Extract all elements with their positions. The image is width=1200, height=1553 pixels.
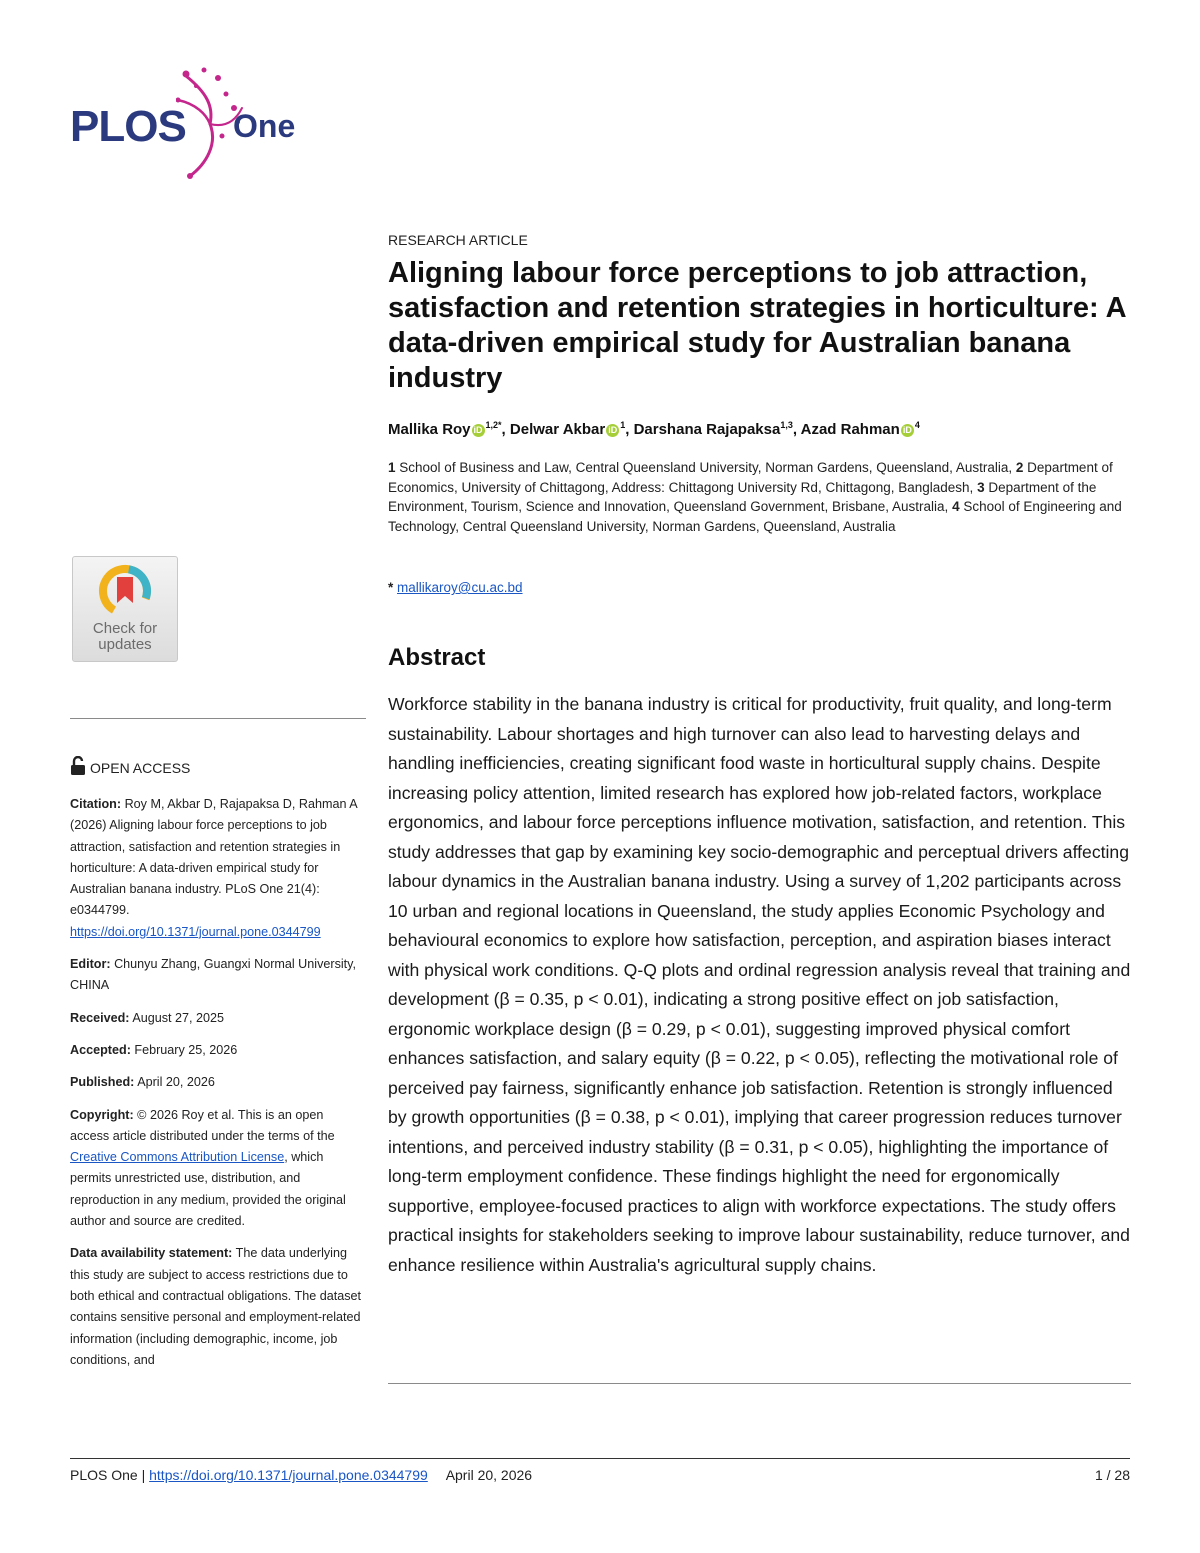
check-for-updates-button[interactable]: [72, 556, 178, 662]
copyright-text: © 2026 Roy et al. This is an open access article distributed under the terms of the: [70, 1107, 335, 1143]
article-type: RESEARCH ARTICLE: [388, 232, 528, 248]
sidebar-divider: [70, 718, 366, 719]
footer-date: April 20, 2026: [445, 1467, 533, 1483]
accepted-block: [70, 1040, 362, 1061]
affiliations: [388, 458, 1133, 536]
published-block: [70, 1072, 362, 1093]
author-name[interactable]: Delwar Akbar: [509, 421, 606, 438]
accepted-date: February 25, 2026: [134, 1042, 238, 1057]
abstract-divider: [388, 1383, 1131, 1384]
accepted-label: Accepted:: [70, 1042, 131, 1057]
email-link[interactable]: mallikaroy@cu.ac.bd: [397, 580, 523, 595]
check-updates-line2: updates: [98, 636, 152, 653]
logo-one-text: One: [233, 108, 296, 144]
email-asterisk: *: [388, 580, 394, 595]
author-affil-sup: 1,2*: [485, 420, 502, 430]
affil-text: Department of the Environment, Tourism, Science and Innovation, Queensland Government, Brisbane, Australia,: [388, 479, 1097, 514]
published-label: Published:: [70, 1075, 135, 1090]
check-updates-label: [73, 621, 177, 653]
received-label: Received:: [70, 1010, 130, 1025]
author-name[interactable]: Darshana Rajapaksa: [633, 421, 781, 438]
affil-num: 3: [977, 479, 985, 495]
page-footer: [70, 1467, 532, 1483]
citation-block: [70, 794, 362, 943]
author-affil-sup: 4: [914, 420, 920, 430]
citation-doi-link[interactable]: https://doi.org/10.1371/journal.pone.0344799: [70, 924, 321, 939]
orcid-icon[interactable]: iD: [608, 424, 618, 435]
data-availability-block: [70, 1243, 362, 1371]
copyright-text-end: , which permits unrestricted use, distribution, and reproduction in any medium, provided the original author and source are credited.: [70, 1150, 346, 1229]
citation-text: Roy M, Akbar D, Rajapaksa D, Rahman A (2026) Aligning labour force perceptions to job attraction, satisfaction and retention strategies in horticulture: A data-driven empirical study for Australian banana industry. PLoS One 21(4): e0344799.: [70, 797, 357, 918]
affil-text: School of Business and Law, Central Queensland University, Norman Gardens, Queensland, Australia,: [399, 460, 1013, 475]
article-title: Aligning labour force perceptions to job attraction, satisfaction and retention strategies in horticulture: A data-driven empirical study for Australian banana industry: [388, 257, 1126, 394]
logo-plos-text: PLOS: [70, 102, 186, 151]
copyright-label: Copyright:: [70, 1107, 134, 1122]
received-block: [70, 1008, 362, 1029]
affil-text: Department of Economics, University of Chittagong, Address: Chittagong University Rd, Chittagong, Bangladesh,: [388, 460, 1113, 495]
open-access-label: OPEN ACCESS: [90, 760, 191, 776]
license-link[interactable]: Creative Commons Attribution License: [70, 1150, 285, 1165]
orcid-icon[interactable]: iD: [902, 424, 912, 435]
author-affil-sup: 1: [620, 420, 626, 430]
author-name[interactable]: Mallika Roy: [388, 421, 471, 438]
editor-block: [70, 954, 362, 997]
abstract-text: Workforce stability in the banana industry is critical for productivity, fruit quality, and long-term sustainability. Labour shortages and high turnover can also lead to harvesting delays and handling inefficiencies, creating significant food waste in horticultural supply chains. Despite increasing policy attention, limited research has explored how job-related factors, workplace ergonomics, and labour force perceptions influence motivation, satisfaction, and retention. This study addresses that gap by examining key socio-demographic and perceptual drivers affecting labour dynamics in the Australian banana industry. Using a survey of 1,202 participants across 10 urban and regional locations in Queensland, the study applies Economic Psychology and behavioural economics to explore how satisfaction, perception, and aspiration biases interact with physical work conditions. Q-Q plots and ordinal regression analysis reveal that training and development (β = 0.35, p < 0.01), indicating a strong positive effect on job satisfaction, ergonomic workplace design (β = 0.29, p < 0.01), suggesting improved physical comfort enhances satisfaction, and salary equity (β = 0.22, p < 0.05), reflecting the motivational role of perceived pay fairness, significantly enhance job satisfaction. Retention is strongly influenced by growth opportunities (β = 0.38, p < 0.01), implying that career progression reduces turnover intentions, and perceived industry stability (β = 0.31, p < 0.05), highlighting the importance of long-term employment confidence. These findings highlight the need for ergonomically supportive, employee-focused practices to align with workforce expectations. The study offers practical insights for stakeholders seeking to improve labour sustainability, reduce turnover, and enhance resilience within Australia's agricultural supply chains.: [388, 694, 1131, 1275]
data-availability-text: The data underlying this study are subject to access restrictions due to both ethical and contractual obligations. The dataset contains sensitive personal and employment-related information (including demographic, income, job conditions, and: [70, 1246, 362, 1367]
editor-label: Editor:: [70, 957, 111, 972]
article-metadata: [70, 794, 362, 1382]
orcid-icon[interactable]: iD: [473, 424, 483, 435]
author-list: Mallika Roy iD $^{1,2*}$, Delwar Akbar iD $^1$, Darshana Rajapaksa$^{1,3}$, Azad Rahman iD $^4$: [388, 420, 920, 438]
copyright-block: [70, 1105, 362, 1233]
corresponding-email: [388, 580, 523, 595]
footer-doi-link[interactable]: https://doi.org/10.1371/journal.pone.0344799: [149, 1467, 428, 1483]
open-access-badge: [70, 756, 190, 776]
check-updates-line1: Check for: [92, 620, 158, 637]
affil-num: 1: [388, 460, 396, 475]
page-number: 1 / 28: [1094, 1467, 1130, 1483]
footer-journal: PLOS One |: [70, 1467, 146, 1483]
citation-label: Citation:: [70, 797, 122, 811]
affil-text: School of Engineering and Technology, Central Queensland University, Norman Gardens, Queensland, Australia: [388, 499, 1122, 534]
check-updates-icon: [97, 563, 153, 619]
data-availability-label: Data availability statement:: [70, 1246, 233, 1261]
journal-logo: [68, 64, 308, 182]
author-name[interactable]: Azad Rahman: [800, 421, 900, 438]
abstract-heading: Abstract: [388, 644, 486, 671]
open-lock-icon: [70, 756, 86, 776]
affil-num: 4: [952, 499, 960, 514]
editor-text: Chunyu Zhang, Guangxi Normal University, CHINA: [70, 957, 357, 993]
footer-divider: [70, 1458, 1130, 1459]
affil-num: 2: [1015, 460, 1024, 475]
received-date: August 27, 2025: [132, 1010, 225, 1025]
author-affil-sup: 1,3: [780, 420, 793, 430]
published-date: April 20, 2026: [137, 1075, 215, 1090]
